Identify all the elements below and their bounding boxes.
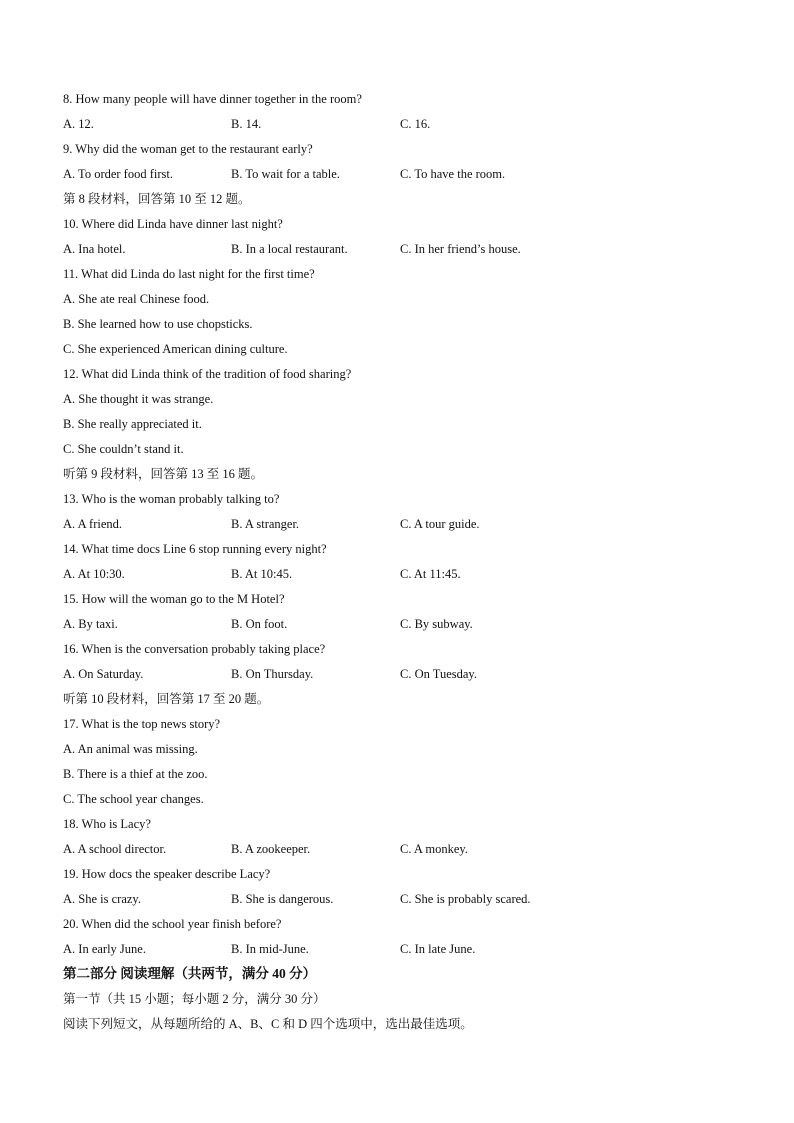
answer-option: C. 16. [400, 117, 431, 131]
answer-option: A. She is crazy. [63, 892, 141, 906]
answer-option: B. 14. [231, 117, 262, 131]
answer-option: A. A friend. [63, 517, 123, 531]
question-line: C. The school year changes. [63, 792, 204, 806]
answer-option: C. In her friend’s house. [400, 242, 521, 256]
answer-options-row [63, 938, 743, 963]
answer-option: A. A school director. [63, 842, 167, 856]
answer-options-row [63, 113, 743, 138]
answer-option: A. In early June. [63, 942, 146, 956]
answer-option: A. On Saturday. [63, 667, 144, 681]
answer-options-row [63, 563, 743, 588]
answer-options-row [63, 513, 743, 538]
section-instruction: 第一节（共 15 小题；每小题 2 分，满分 30 分） [63, 992, 326, 1006]
answer-option: B. To wait for a table. [231, 167, 340, 181]
answer-option: C. A tour guide. [400, 517, 480, 531]
question-line: A. She ate real Chinese food. [63, 292, 210, 306]
question-line: 12. What did Linda think of the tradition of food sharing? [63, 367, 352, 381]
answer-options-row [63, 163, 743, 188]
answer-option: B. At 10:45. [231, 567, 293, 581]
answer-option: B. In a local restaurant. [231, 242, 348, 256]
answer-option: C. In late June. [400, 942, 476, 956]
part-heading: 第二部分 阅读理解（共两节，满分 40 分） [63, 966, 317, 981]
answer-option: C. She is probably scared. [400, 892, 531, 906]
answer-option: B. On Thursday. [231, 667, 314, 681]
question-line: 16. When is the conversation probably taking place? [63, 642, 326, 656]
question-line: 9. Why did the woman get to the restaurant early? [63, 142, 313, 156]
answer-option: A. By taxi. [63, 617, 118, 631]
answer-options-row [63, 613, 743, 638]
answer-option: C. To have the room. [400, 167, 506, 181]
section-instruction: 听第 10 段材料，回答第 17 至 20 题。 [63, 692, 270, 706]
question-line: A. She thought it was strange. [63, 392, 214, 406]
question-line: C. She couldn’t stand it. [63, 442, 184, 456]
answer-option: B. On foot. [231, 617, 288, 631]
document-body [63, 88, 743, 1038]
section-instruction: 听第 9 段材料，回答第 13 至 16 题。 [63, 467, 264, 481]
question-line: 19. How docs the speaker describe Lacy? [63, 867, 271, 881]
answer-options-row [63, 838, 743, 863]
question-line: C. She experienced American dining culture. [63, 342, 288, 356]
answer-option: B. In mid-June. [231, 942, 309, 956]
question-line: 18. Who is Lacy? [63, 817, 151, 831]
question-line: 20. When did the school year finish before? [63, 917, 282, 931]
answer-options-row [63, 238, 743, 263]
question-line: 13. Who is the woman probably talking to? [63, 492, 280, 506]
answer-option: A. Ina hotel. [63, 242, 126, 256]
answer-option: B. A stranger. [231, 517, 300, 531]
question-line: 17. What is the top news story? [63, 717, 221, 731]
answer-option: C. By subway. [400, 617, 473, 631]
answer-option: B. A zookeeper. [231, 842, 311, 856]
answer-option: C. On Tuesday. [400, 667, 477, 681]
answer-option: C. A monkey. [400, 842, 468, 856]
answer-option: A. At 10:30. [63, 567, 125, 581]
section-instruction: 第 8 段材料，回答第 10 至 12 题。 [63, 192, 251, 206]
question-line: B. She really appreciated it. [63, 417, 202, 431]
question-line: 14. What time docs Line 6 stop running every night? [63, 542, 327, 556]
question-line: B. She learned how to use chopsticks. [63, 317, 253, 331]
question-line: 8. How many people will have dinner together in the room? [63, 92, 362, 106]
answer-option: B. She is dangerous. [231, 892, 334, 906]
question-line: A. An animal was missing. [63, 742, 198, 756]
answer-option: A. To order food first. [63, 167, 173, 181]
question-line: 11. What did Linda do last night for the first time? [63, 267, 315, 281]
answer-options-row [63, 663, 743, 688]
section-instruction: 阅读下列短文，从每题所给的 A、B、C 和 D 四个选项中，选出最佳选项。 [63, 1017, 473, 1031]
question-line: B. There is a thief at the zoo. [63, 767, 208, 781]
answer-options-row [63, 888, 743, 913]
question-line: 10. Where did Linda have dinner last night? [63, 217, 283, 231]
question-line: 15. How will the woman go to the M Hotel? [63, 592, 285, 606]
answer-option: C. At 11:45. [400, 567, 461, 581]
answer-option: A. 12. [63, 117, 94, 131]
